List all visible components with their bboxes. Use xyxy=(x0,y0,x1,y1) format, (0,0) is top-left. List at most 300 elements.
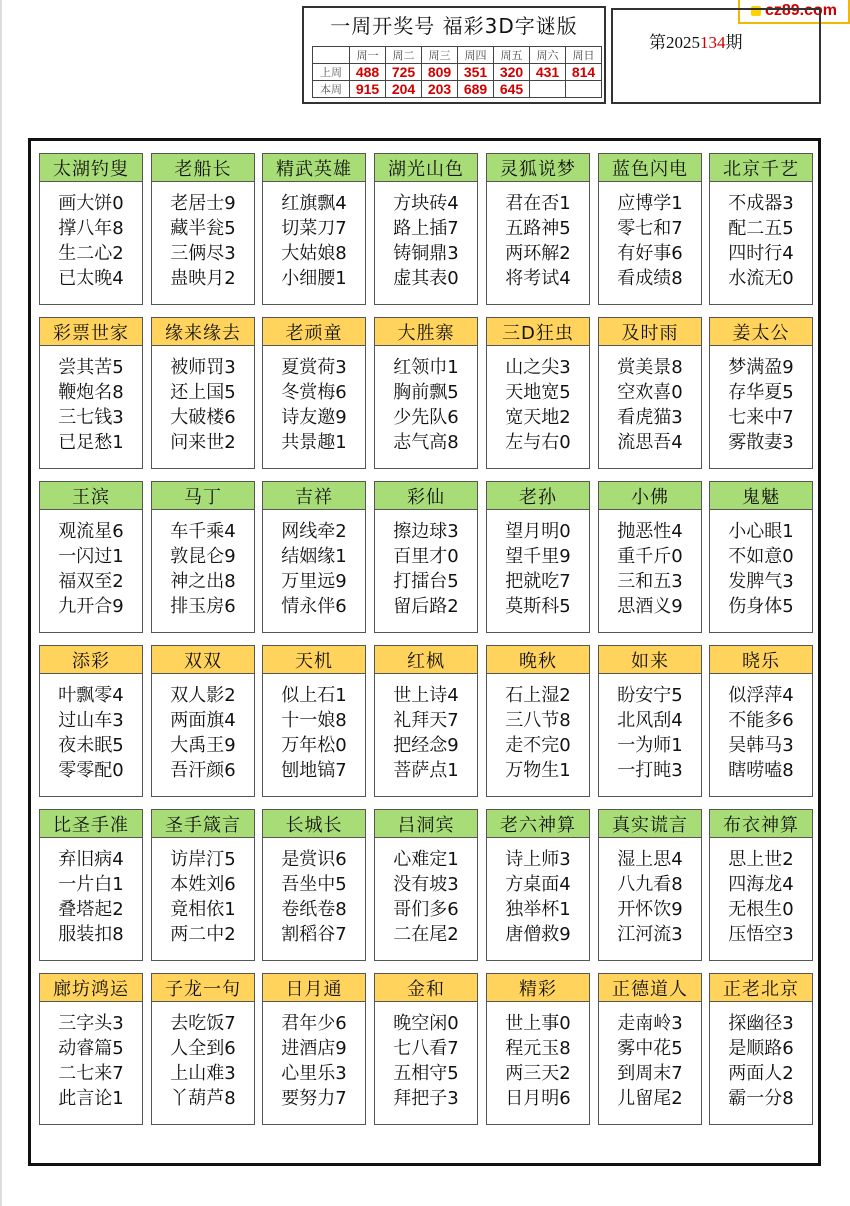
riddle-card xyxy=(374,481,478,633)
day-header: 周六 xyxy=(530,47,566,64)
riddle-line: 红领巾1 xyxy=(393,357,459,378)
riddle-card-body xyxy=(152,847,254,947)
riddle-card-title: 缘来缘去 xyxy=(152,318,254,346)
riddle-card-body xyxy=(599,519,701,619)
riddle-card-body xyxy=(487,1011,589,1111)
riddle-line: 拜把子3 xyxy=(393,1088,459,1109)
riddle-line: 儿留尾2 xyxy=(617,1088,683,1109)
riddle-line: 宽天地2 xyxy=(505,407,571,428)
riddle-card-body xyxy=(710,847,812,947)
riddle-card-title: 日月通 xyxy=(263,974,365,1002)
riddle-line: 赏美景8 xyxy=(617,357,683,378)
riddle-line: 没有坡3 xyxy=(393,874,459,895)
riddle-card xyxy=(709,481,813,633)
riddle-card-title: 真实谎言 xyxy=(599,810,701,838)
riddle-line: 到周末7 xyxy=(617,1063,683,1084)
riddle-card-body xyxy=(487,847,589,947)
riddle-line: 霸一分8 xyxy=(728,1088,794,1109)
riddle-line: 藏半瓮5 xyxy=(170,218,236,239)
riddle-line: 世上事0 xyxy=(505,1013,571,1034)
riddle-line: 君在否1 xyxy=(505,193,571,214)
riddle-card-body xyxy=(152,355,254,455)
issue-label xyxy=(649,28,743,53)
riddle-card-title: 添彩 xyxy=(40,646,142,674)
riddle-card xyxy=(374,973,478,1125)
riddle-card-body xyxy=(487,519,589,619)
riddle-card xyxy=(709,153,813,305)
riddle-card-title: 及时雨 xyxy=(599,318,701,346)
riddle-line: 网线牵2 xyxy=(281,521,347,542)
riddle-line: 吴韩马3 xyxy=(728,735,794,756)
riddle-line: 程元玉8 xyxy=(505,1038,571,1059)
riddle-card xyxy=(709,809,813,961)
riddle-line: 访岸汀5 xyxy=(170,849,236,870)
riddle-card-title: 灵狐说梦 xyxy=(487,154,589,182)
riddle-line: 冬赏梅6 xyxy=(281,382,347,403)
riddle-card xyxy=(486,645,590,797)
riddle-line: 重千斤0 xyxy=(617,546,683,567)
riddle-line: 五路神5 xyxy=(505,218,571,239)
riddle-line: 山之尖3 xyxy=(505,357,571,378)
riddle-line: 望千里9 xyxy=(505,546,571,567)
riddle-line: 二七来7 xyxy=(58,1063,124,1084)
riddle-line: 吾汗颜6 xyxy=(170,760,236,781)
riddle-card xyxy=(262,809,366,961)
riddle-line: 莫斯科5 xyxy=(505,596,571,617)
riddle-line: 丫葫芦8 xyxy=(170,1088,236,1109)
riddle-card-title: 红枫 xyxy=(375,646,477,674)
riddle-line: 进酒店9 xyxy=(281,1038,347,1059)
riddle-card-title: 老船长 xyxy=(152,154,254,182)
riddle-card-title: 鬼魅 xyxy=(710,482,812,510)
riddle-line: 志气高8 xyxy=(393,432,459,453)
riddle-card xyxy=(39,481,143,633)
riddle-card-title: 姜太公 xyxy=(710,318,812,346)
riddle-card xyxy=(486,481,590,633)
riddle-line: 一片白1 xyxy=(58,874,124,895)
riddle-line: 九开合9 xyxy=(58,596,124,617)
riddle-line: 开怀饮9 xyxy=(617,899,683,920)
riddle-card-title: 彩仙 xyxy=(375,482,477,510)
riddle-line: 二在尾2 xyxy=(393,924,459,945)
riddle-card xyxy=(262,481,366,633)
riddle-card-body xyxy=(599,683,701,783)
draw-number: 725 xyxy=(386,64,422,81)
riddle-card xyxy=(151,153,255,305)
riddle-card-body xyxy=(375,847,477,947)
riddle-card-body xyxy=(599,1011,701,1111)
riddle-line: 伤身体5 xyxy=(728,596,794,617)
riddle-line: 刨地镐7 xyxy=(281,760,347,781)
riddle-line: 鞭炮名8 xyxy=(58,382,124,403)
riddle-line: 福双至2 xyxy=(58,571,124,592)
riddle-line: 大禹王9 xyxy=(170,735,236,756)
riddle-line: 观流星6 xyxy=(58,521,124,542)
riddle-line: 两面旗4 xyxy=(170,710,236,731)
riddle-line: 车千乘4 xyxy=(170,521,236,542)
riddle-card-title: 正老北京 xyxy=(710,974,812,1002)
riddle-line: 方桌面4 xyxy=(505,874,571,895)
riddle-card-body xyxy=(375,191,477,291)
riddle-line: 留后路2 xyxy=(393,596,459,617)
day-header: 周五 xyxy=(494,47,530,64)
riddle-card-title: 晚秋 xyxy=(487,646,589,674)
issue-prefix: 第2025 xyxy=(649,33,700,52)
riddle-line: 水流无0 xyxy=(728,268,794,289)
day-header: 周一 xyxy=(350,47,386,64)
riddle-line: 去吃饭7 xyxy=(170,1013,236,1034)
riddle-line: 三七钱3 xyxy=(58,407,124,428)
riddle-card-title: 如来 xyxy=(599,646,701,674)
riddle-card xyxy=(262,645,366,797)
riddle-line: 敦昆仑9 xyxy=(170,546,236,567)
riddle-line: 百里才0 xyxy=(393,546,459,567)
issue-suffix: 期 xyxy=(725,33,743,52)
riddle-card xyxy=(486,153,590,305)
riddle-line: 两三天2 xyxy=(505,1063,571,1084)
riddle-line: 七八看7 xyxy=(393,1038,459,1059)
riddle-card-body xyxy=(710,191,812,291)
riddle-card-body xyxy=(263,519,365,619)
riddle-line: 切菜刀7 xyxy=(281,218,347,239)
riddle-line: 大姑娘8 xyxy=(281,243,347,264)
riddle-line: 压悟空3 xyxy=(728,924,794,945)
riddle-line: 两面人2 xyxy=(728,1063,794,1084)
riddle-card-title: 彩票世家 xyxy=(40,318,142,346)
riddle-line: 无根生0 xyxy=(728,899,794,920)
riddle-card xyxy=(39,645,143,797)
riddle-card-title: 精武英雄 xyxy=(263,154,365,182)
riddle-line: 叠塔起2 xyxy=(58,899,124,920)
riddle-card-title: 湖光山色 xyxy=(375,154,477,182)
draw-results-panel xyxy=(302,6,606,104)
riddle-card-title: 吉祥 xyxy=(263,482,365,510)
riddle-card-body xyxy=(710,355,812,455)
riddle-line: 还上国5 xyxy=(170,382,236,403)
riddle-line: 探幽径3 xyxy=(728,1013,794,1034)
day-header: 周四 xyxy=(458,47,494,64)
riddle-card-title: 廊坊鸿运 xyxy=(40,974,142,1002)
day-header: 周二 xyxy=(386,47,422,64)
draw-number xyxy=(566,81,602,98)
riddle-line: 不能多6 xyxy=(728,710,794,731)
watermark-text: cz89.com xyxy=(764,2,838,19)
riddle-line: 大破楼6 xyxy=(170,407,236,428)
riddle-line: 七来中7 xyxy=(728,407,794,428)
riddle-card xyxy=(374,645,478,797)
riddle-line: 问来世2 xyxy=(170,432,236,453)
riddle-card-title: 老孙 xyxy=(487,482,589,510)
riddle-line: 路上插7 xyxy=(393,218,459,239)
riddle-line: 有好事6 xyxy=(617,243,683,264)
corner-cell xyxy=(313,47,350,64)
riddle-card-body xyxy=(710,519,812,619)
riddle-line: 四时行4 xyxy=(728,243,794,264)
riddle-line: 不如意0 xyxy=(728,546,794,567)
riddle-line: 胸前飘5 xyxy=(393,382,459,403)
riddle-line: 左与右0 xyxy=(505,432,571,453)
riddle-line: 已太晚4 xyxy=(58,268,124,289)
riddle-line: 万物生1 xyxy=(505,760,571,781)
riddle-line: 看成绩8 xyxy=(617,268,683,289)
riddle-line: 思酒义9 xyxy=(617,596,683,617)
riddle-line: 三字头3 xyxy=(58,1013,124,1034)
issue-panel xyxy=(611,8,821,104)
riddle-card xyxy=(598,481,702,633)
riddle-line: 不成器3 xyxy=(728,193,794,214)
riddle-card-title: 精彩 xyxy=(487,974,589,1002)
riddle-line: 石上湿2 xyxy=(505,685,571,706)
riddle-card xyxy=(486,317,590,469)
riddle-card xyxy=(39,317,143,469)
riddle-card xyxy=(709,317,813,469)
riddle-card-title: 太湖钓叟 xyxy=(40,154,142,182)
riddle-card xyxy=(151,317,255,469)
riddle-card-title: 三D狂虫 xyxy=(487,318,589,346)
riddle-line: 菩萨点1 xyxy=(393,760,459,781)
riddle-card-body xyxy=(487,355,589,455)
riddle-grid xyxy=(28,138,821,1166)
riddle-line: 将考试4 xyxy=(505,268,571,289)
riddle-card-title: 双双 xyxy=(152,646,254,674)
riddle-card-title: 圣手箴言 xyxy=(152,810,254,838)
riddle-card-title: 比圣手准 xyxy=(40,810,142,838)
riddle-card-body xyxy=(487,683,589,783)
riddle-line: 雾中花5 xyxy=(617,1038,683,1059)
draw-number: 351 xyxy=(458,64,494,81)
riddle-card-body xyxy=(152,519,254,619)
issue-number: 134 xyxy=(700,33,726,52)
riddle-line: 动睿篇5 xyxy=(58,1038,124,1059)
draw-number: 488 xyxy=(350,64,386,81)
riddle-card-title: 正德道人 xyxy=(599,974,701,1002)
riddle-card-title: 老六神算 xyxy=(487,810,589,838)
riddle-line: 夏赏荷3 xyxy=(281,357,347,378)
riddle-card xyxy=(374,809,478,961)
riddle-line: 服装扣8 xyxy=(58,924,124,945)
riddle-card-body xyxy=(375,519,477,619)
riddle-card-body xyxy=(375,355,477,455)
riddle-line: 卷纸卷8 xyxy=(281,899,347,920)
riddle-card-title: 晓乐 xyxy=(710,646,812,674)
riddle-line: 走南岭3 xyxy=(617,1013,683,1034)
riddle-card-title: 吕洞宾 xyxy=(375,810,477,838)
riddle-card-body xyxy=(40,355,142,455)
riddle-line: 湿上思4 xyxy=(617,849,683,870)
riddle-line: 心里乐3 xyxy=(281,1063,347,1084)
riddle-line: 方块砖4 xyxy=(393,193,459,214)
riddle-card xyxy=(486,973,590,1125)
riddle-card xyxy=(486,809,590,961)
riddle-line: 割稻谷7 xyxy=(281,924,347,945)
riddle-line: 似上石1 xyxy=(281,685,347,706)
riddle-card xyxy=(709,645,813,797)
riddle-card xyxy=(39,153,143,305)
riddle-line: 双人影2 xyxy=(170,685,236,706)
riddle-card-body xyxy=(375,683,477,783)
riddle-card xyxy=(39,973,143,1125)
riddle-line: 世上诗4 xyxy=(393,685,459,706)
riddle-line: 发脾气3 xyxy=(728,571,794,592)
riddle-card-title: 大胜寨 xyxy=(375,318,477,346)
riddle-card xyxy=(598,153,702,305)
riddle-line: 弃旧病4 xyxy=(58,849,124,870)
riddle-line: 两二中2 xyxy=(170,924,236,945)
page-title: 一周开奖号 福彩3D字谜版 xyxy=(330,14,578,38)
riddle-line: 哥们多6 xyxy=(393,899,459,920)
draw-number: 809 xyxy=(422,64,458,81)
riddle-line: 抛恶性4 xyxy=(617,521,683,542)
draw-number: 320 xyxy=(494,64,530,81)
riddle-line: 诗上师3 xyxy=(505,849,571,870)
riddle-line: 配二五5 xyxy=(728,218,794,239)
riddle-line: 空欢喜0 xyxy=(617,382,683,403)
riddle-card-body xyxy=(152,683,254,783)
riddle-line: 八九看8 xyxy=(617,874,683,895)
riddle-card-body xyxy=(263,191,365,291)
riddle-line: 独举杯1 xyxy=(505,899,571,920)
riddle-line: 日月明6 xyxy=(505,1088,571,1109)
riddle-line: 少先队6 xyxy=(393,407,459,428)
riddle-card-title: 金和 xyxy=(375,974,477,1002)
riddle-card xyxy=(598,809,702,961)
riddle-line: 本姓刘6 xyxy=(170,874,236,895)
riddle-line: 诗友邀9 xyxy=(281,407,347,428)
riddle-card-body xyxy=(40,683,142,783)
riddle-card-body xyxy=(263,355,365,455)
riddle-card-body xyxy=(263,847,365,947)
riddle-card-title: 天机 xyxy=(263,646,365,674)
riddle-line: 四海龙4 xyxy=(728,874,794,895)
riddle-line: 擦边球3 xyxy=(393,521,459,542)
riddle-card xyxy=(151,481,255,633)
draw-number: 204 xyxy=(386,81,422,98)
riddle-card xyxy=(709,973,813,1125)
riddle-card xyxy=(262,973,366,1125)
riddle-line: 似浮萍4 xyxy=(728,685,794,706)
riddle-line: 三和五3 xyxy=(617,571,683,592)
riddle-line: 瞎唠嗑8 xyxy=(728,760,794,781)
riddle-card xyxy=(598,645,702,797)
riddle-line: 应博学1 xyxy=(617,193,683,214)
riddle-card xyxy=(598,973,702,1125)
riddle-card xyxy=(262,317,366,469)
riddle-line: 排玉房6 xyxy=(170,596,236,617)
draw-header-row xyxy=(313,47,602,64)
riddle-line: 上山难3 xyxy=(170,1063,236,1084)
riddle-card-body xyxy=(599,191,701,291)
riddle-line: 梦满盈9 xyxy=(728,357,794,378)
riddle-line: 竟相依1 xyxy=(170,899,236,920)
riddle-line: 天地宽5 xyxy=(505,382,571,403)
riddle-line: 思上世2 xyxy=(728,849,794,870)
riddle-line: 看虎猫3 xyxy=(617,407,683,428)
draw-number: 645 xyxy=(494,81,530,98)
draw-row-this-week xyxy=(313,81,602,98)
riddle-card-title: 北京千艺 xyxy=(710,154,812,182)
riddle-line: 小细腰1 xyxy=(281,268,347,289)
riddle-line: 是顺路6 xyxy=(728,1038,794,1059)
riddle-line: 是赏识6 xyxy=(281,849,347,870)
riddle-card xyxy=(151,809,255,961)
riddle-card xyxy=(151,645,255,797)
riddle-card-body xyxy=(152,1011,254,1111)
draw-row-last-week xyxy=(313,64,602,81)
riddle-card-body xyxy=(40,519,142,619)
row-label: 本周 xyxy=(313,81,350,98)
page-edge xyxy=(0,0,2,1206)
riddle-card-title: 布衣神算 xyxy=(710,810,812,838)
draw-number: 814 xyxy=(566,64,602,81)
riddle-card xyxy=(151,973,255,1125)
riddle-line: 共景趣1 xyxy=(281,432,347,453)
riddle-line: 一闪过1 xyxy=(58,546,124,567)
riddle-card-body xyxy=(40,1011,142,1111)
riddle-card-body xyxy=(710,1011,812,1111)
riddle-line: 零零配0 xyxy=(58,760,124,781)
riddle-line: 唐僧救9 xyxy=(505,924,571,945)
riddle-card xyxy=(374,317,478,469)
riddle-line: 十一娘8 xyxy=(281,710,347,731)
day-header: 周三 xyxy=(422,47,458,64)
riddle-line: 流思吾4 xyxy=(617,432,683,453)
riddle-card-title: 王滨 xyxy=(40,482,142,510)
riddle-line: 人全到6 xyxy=(170,1038,236,1059)
riddle-card-title: 长城长 xyxy=(263,810,365,838)
draw-results-table xyxy=(312,46,602,98)
riddle-line: 夜未眠5 xyxy=(58,735,124,756)
riddle-card-title: 蓝色闪电 xyxy=(599,154,701,182)
riddle-line: 把就吃7 xyxy=(505,571,571,592)
riddle-line: 被师罚3 xyxy=(170,357,236,378)
riddle-line: 叶飘零4 xyxy=(58,685,124,706)
riddle-line: 小心眼1 xyxy=(728,521,794,542)
riddle-line: 盼安宁5 xyxy=(617,685,683,706)
riddle-line: 三俩尽3 xyxy=(170,243,236,264)
riddle-card-body xyxy=(375,1011,477,1111)
riddle-line: 此言论1 xyxy=(58,1088,124,1109)
riddle-line: 一为师1 xyxy=(617,735,683,756)
riddle-card-body xyxy=(599,355,701,455)
riddle-card xyxy=(598,317,702,469)
riddle-line: 万年松0 xyxy=(281,735,347,756)
riddle-card-body xyxy=(152,191,254,291)
riddle-card-title: 老顽童 xyxy=(263,318,365,346)
riddle-line: 望月明0 xyxy=(505,521,571,542)
riddle-line: 雾散妻3 xyxy=(728,432,794,453)
riddle-line: 心难定1 xyxy=(393,849,459,870)
riddle-card-body xyxy=(40,191,142,291)
draw-number: 203 xyxy=(422,81,458,98)
riddle-line: 存华夏5 xyxy=(728,382,794,403)
riddle-line: 零七和7 xyxy=(617,218,683,239)
riddle-line: 万里远9 xyxy=(281,571,347,592)
riddle-line: 要努力7 xyxy=(281,1088,347,1109)
riddle-line: 三八节8 xyxy=(505,710,571,731)
riddle-line: 打擂台5 xyxy=(393,571,459,592)
riddle-card-body xyxy=(599,847,701,947)
riddle-card-body xyxy=(487,191,589,291)
riddle-line: 北风刮4 xyxy=(617,710,683,731)
riddle-card-body xyxy=(263,1011,365,1111)
riddle-line: 晚空闲0 xyxy=(393,1013,459,1034)
riddle-line: 君年少6 xyxy=(281,1013,347,1034)
riddle-line: 过山车3 xyxy=(58,710,124,731)
riddle-line: 老居士9 xyxy=(170,193,236,214)
riddle-line: 撑八年8 xyxy=(58,218,124,239)
riddle-line: 结姻缘1 xyxy=(281,546,347,567)
riddle-line: 吾坐中5 xyxy=(281,874,347,895)
